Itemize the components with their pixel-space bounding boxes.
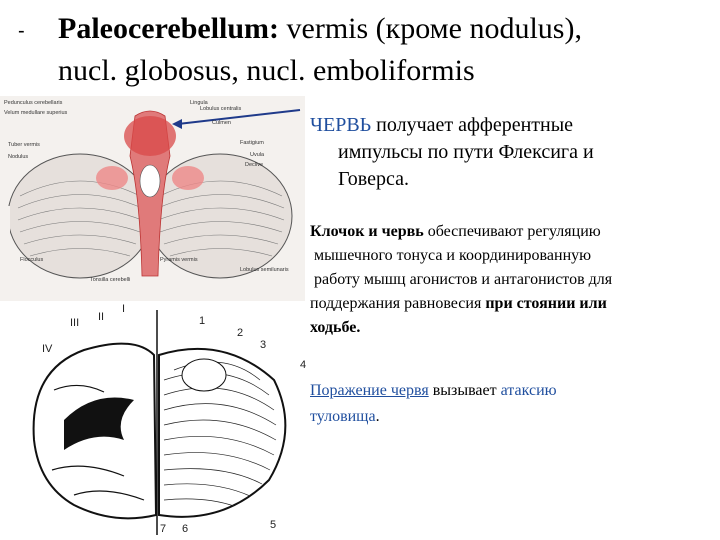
svg-text:Uvula: Uvula (250, 152, 265, 158)
label-4: 4 (300, 359, 307, 371)
bold-flocculus-vermis: Клочок и червь (310, 223, 424, 240)
label-IV: IV (42, 343, 53, 355)
label-6: 6 (182, 523, 189, 535)
paragraph-vermis-afferent (310, 112, 710, 193)
svg-text:Fastigium: Fastigium (240, 140, 264, 146)
label-II: II (98, 311, 105, 323)
title-line1-rest: vermis (кроме nodulus), (279, 12, 582, 45)
svg-text:Tonsilla cerebelli: Tonsilla cerebelli (90, 277, 131, 283)
label-3: 3 (260, 339, 267, 351)
svg-text:Pyramis vermis: Pyramis vermis (160, 257, 198, 263)
label-7: 7 (160, 523, 167, 535)
highlight-vermis: ЧЕРВЬ (310, 114, 372, 136)
para3-middle: вызывает (428, 382, 501, 399)
svg-text:Declive: Declive (245, 162, 264, 168)
label-2: 2 (237, 327, 244, 339)
label-I: I (122, 303, 126, 315)
term-trunk: туловища (310, 408, 376, 425)
svg-text:Flocculus: Flocculus (20, 257, 44, 263)
label-III: III (70, 317, 80, 329)
para3-end: . (375, 408, 380, 425)
para1-line2: импульсы по пути Флексига и (338, 141, 594, 163)
label-5: 5 (270, 519, 277, 531)
para1-line1-rest: получает афферентные (371, 114, 574, 136)
svg-text:Culmen: Culmen (212, 120, 231, 126)
para2-line2: мышечного тонуса и координированную (314, 247, 592, 264)
bold-walking: ходьбе. (310, 319, 361, 336)
svg-text:Lobulus semilunaris: Lobulus semilunaris (240, 267, 289, 273)
svg-text:Nodulus: Nodulus (8, 154, 29, 160)
paragraph-regulation (310, 220, 710, 340)
bullet-dash: - (18, 20, 25, 42)
svg-text:Lingula: Lingula (190, 100, 208, 106)
para2-line3: работу мышц агонистов и антагонистов для (314, 271, 613, 288)
title-bold-term: Paleocerebellum: (58, 12, 280, 45)
svg-text:Velum medullare superius: Velum medullare superius (4, 110, 68, 116)
link-vermis-lesion[interactable]: Поражение червя (310, 382, 429, 399)
label-1: 1 (199, 315, 206, 327)
para1-line3: Говерса. (338, 168, 410, 190)
term-ataxia: атаксию (500, 382, 557, 399)
cerebellum-section-figure (24, 300, 307, 540)
paragraph-ataxia (310, 378, 710, 430)
svg-text:Pedunculus cerebellaris: Pedunculus cerebellaris (4, 100, 63, 106)
svg-text:Lobulus centralis: Lobulus centralis (200, 106, 242, 112)
slide-title (58, 8, 708, 92)
svg-text:Tuber vermis: Tuber vermis (8, 142, 40, 148)
para2-line4-start: поддержания равновесия (310, 295, 486, 312)
bold-standing-walking: при стоянии или (485, 295, 607, 312)
title-line2: nucl. globosus, nucl. emboliformis (58, 54, 475, 87)
para2-line1-rest: обеспечивают регуляцию (423, 223, 601, 240)
cerebellum-anatomy-figure (0, 96, 305, 301)
